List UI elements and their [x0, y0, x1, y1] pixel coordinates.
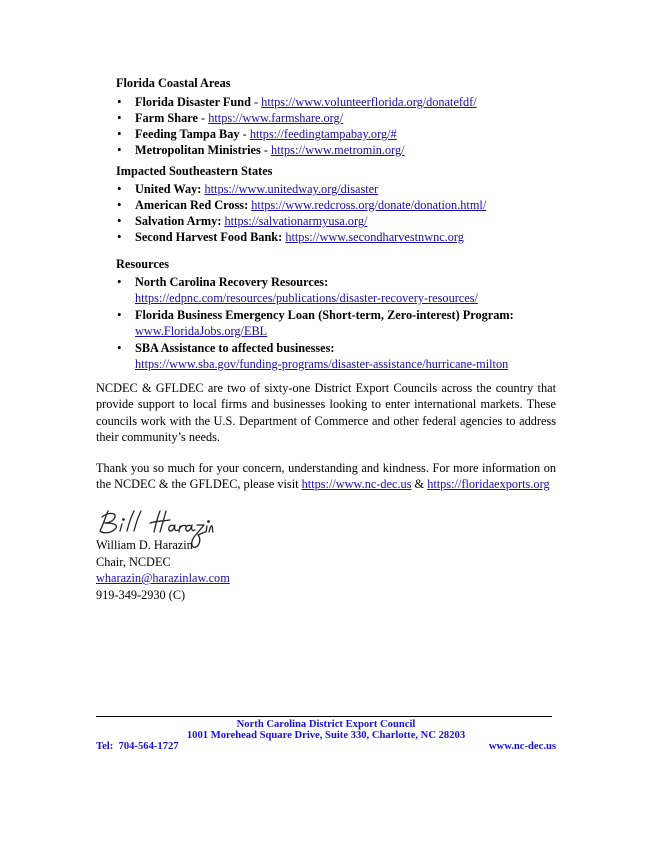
farm-share-link[interactable]: https://www.farmshare.org/ — [208, 111, 344, 125]
resources-heading: Resources — [116, 257, 170, 271]
list-item — [116, 307, 556, 339]
florida-emergency-loan-link[interactable]: www.FloridaJobs.org/EBL — [135, 324, 268, 338]
footer-org: North Carolina District Export Council — [236, 719, 416, 730]
southeast-list — [116, 181, 556, 245]
item-label: Feeding Tampa Bay — [135, 127, 240, 141]
item-label: United Way: — [135, 182, 202, 196]
metropolitan-ministries-link[interactable]: https://www.metromin.org/ — [271, 143, 405, 157]
list-item — [116, 94, 556, 110]
item-label: Salvation Army: — [135, 214, 222, 228]
item-label: SBA Assistance to affected businesses: — [135, 341, 335, 355]
list-item — [116, 126, 556, 142]
footer — [96, 719, 556, 752]
florida-disaster-fund-link[interactable]: https://www.volunteerflorida.org/donatefdf/ — [261, 95, 477, 109]
nc-recovery-resources-link[interactable]: https://edpnc.com/resources/publications/disaster-recovery-resources/ — [135, 291, 478, 305]
signer-name: William D. Harazin — [96, 538, 193, 552]
list-item — [116, 340, 556, 372]
separator: - — [250, 95, 262, 109]
florida-list — [116, 94, 556, 158]
signer-title: Chair, NCDEC — [96, 554, 171, 569]
separator: & — [411, 477, 428, 492]
item-label: North Carolina Recovery Resources: — [135, 275, 329, 289]
list-item — [116, 213, 556, 229]
item-label: Metropolitan Ministries — [135, 143, 261, 157]
list-item — [116, 142, 556, 158]
resources-list — [116, 274, 556, 372]
signature-block — [96, 537, 230, 603]
signer-phone: 919-349-2930 (C) — [96, 587, 186, 602]
footer-address: 1001 Morehead Square Drive, Suite 330, Charlotte, NC 28203 — [186, 730, 466, 741]
footer-website: www.nc-dec.us — [488, 741, 556, 752]
item-label: American Red Cross: — [135, 198, 249, 212]
separator: - — [239, 127, 250, 141]
feeding-tampa-bay-link[interactable]: https://feedingtampabay.org/# — [249, 127, 397, 141]
list-item — [116, 229, 556, 245]
sba-assistance-link[interactable]: https://www.sba.gov/funding-programs/disaster-assistance/hurricane-milton — [135, 357, 509, 371]
thank-you-paragraph — [96, 460, 556, 493]
salvation-army-link[interactable]: https://salvationarmyusa.org/ — [224, 214, 368, 228]
item-label: Florida Disaster Fund — [135, 95, 251, 109]
council-paragraph: NCDEC & GFLDEC are two of sixty-one District Export Councils across the country that provide support to local firms and businesses looking to enter international markets. These councils work with the U.S. Department of Commerce and other federal agencies to address their community’s needs. — [96, 381, 556, 445]
united-way-link[interactable]: https://www.unitedway.org/disaster — [204, 182, 379, 196]
separator: - — [197, 111, 209, 125]
footer-tel: Tel: 704-564-1727 — [96, 741, 179, 752]
red-cross-link[interactable]: https://www.redcross.org/donate/donation.html/ — [251, 198, 487, 212]
florida-heading: Florida Coastal Areas — [116, 76, 231, 90]
list-item — [116, 274, 556, 306]
list-item — [116, 197, 556, 213]
thank-you-text: Thank you so much for your concern, understanding and kindness. For more information on the NCDEC & the GFLDEC, please visit — [96, 461, 556, 492]
signer-email-link[interactable]: wharazin@harazinlaw.com — [96, 571, 230, 585]
southeast-heading: Impacted Southeastern States — [116, 164, 273, 178]
footer-divider — [96, 716, 552, 717]
item-label: Second Harvest Food Bank: — [135, 230, 283, 244]
list-item — [116, 181, 556, 197]
item-label: Florida Business Emergency Loan (Short-term, Zero-interest) Program: — [135, 308, 514, 322]
florida-exports-link[interactable]: https://floridaexports.org — [427, 477, 550, 492]
nc-dec-link[interactable]: https://www.nc-dec.us — [301, 477, 412, 492]
list-item — [116, 110, 556, 126]
second-harvest-link[interactable]: https://www.secondharvestnwnc.org — [285, 230, 464, 244]
item-label: Farm Share — [135, 111, 198, 125]
separator: - — [260, 143, 272, 157]
